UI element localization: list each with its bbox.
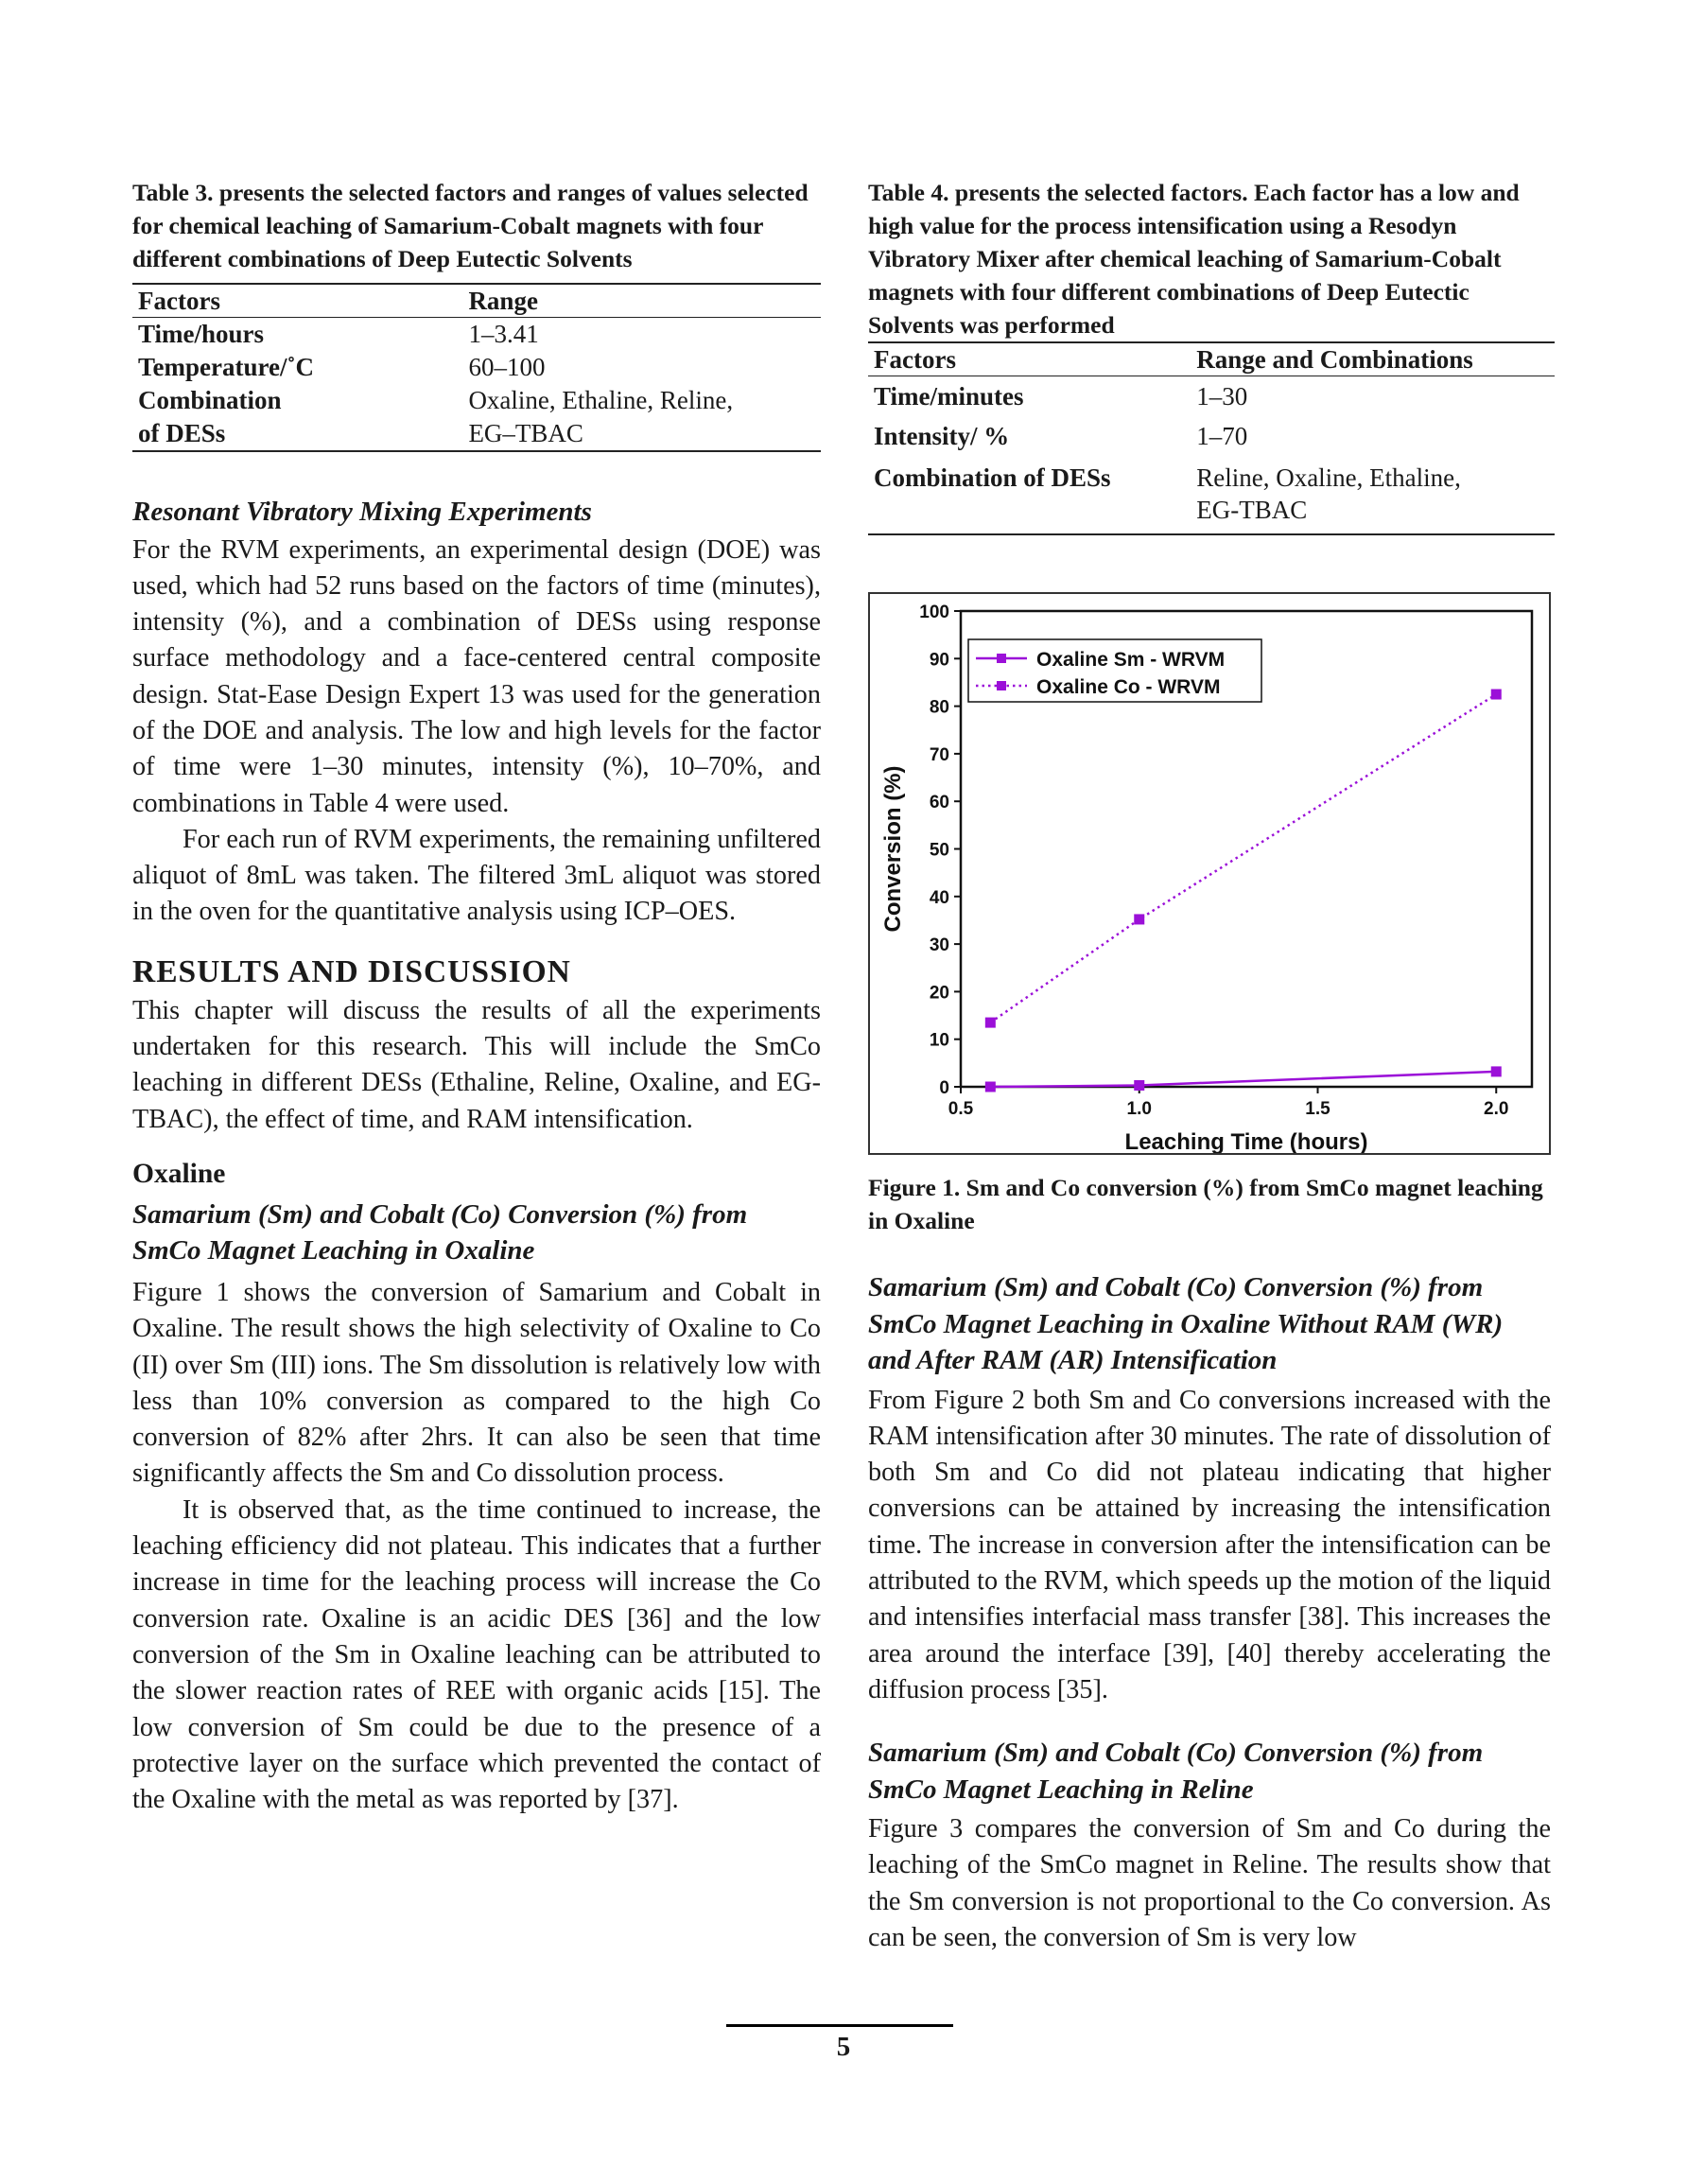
y-tick-label: 80 [929, 697, 949, 718]
rvm-heading: Resonant Vibratory Mixing Experiments [132, 497, 592, 527]
table-row [868, 416, 1555, 456]
table4-cell: 1–30 [1196, 382, 1248, 411]
table-row [868, 456, 1555, 494]
x-tick-label: 2.0 [1484, 1099, 1509, 1119]
y-tick-label: 20 [929, 983, 949, 1004]
page-number: 5 [836, 2032, 851, 2062]
legend-swatch-marker [997, 681, 1006, 690]
table4-cell: Time/minutes [874, 382, 1024, 411]
data-point [1491, 690, 1502, 700]
rvm-paragraph-2: For each run of RVM experiments, the remaining unfiltered aliquot of 8mL was taken. The filtered 3mL aliquot was stored in the oven for the quantitative analysis using ICP–OES. [132, 824, 821, 927]
reline-paragraph: Figure 3 compares the conversion of Sm and Co during the leaching of the SmCo magnet in Reline. The results show that the Sm conversion is not proportional to the Co conversion. As can be seen, the conversion of Sm is very low [868, 1814, 1551, 1953]
reline-subheading: Samarium (Sm) and Cobalt (Co) Conversion (%) from SmCo Magnet Leaching in Reline [868, 1738, 1484, 1805]
rvm-paragraph-1: For the RVM experiments, an experimental design (DOE) was used, which had 52 runs based on the factors of time (minutes), intensity (%), and a combination of DESs using response surface methodology and a face-centered central composite design. Stat-Ease Design Expert 13 was used for the generation of the DOE and analysis. The low and high levels for the factor of time were 1–30 minutes, intensity (%), 10–70%, and combinations in Table 4 were used. [132, 534, 821, 818]
table-row [868, 376, 1555, 417]
table-row [868, 494, 1555, 534]
footer-rule [726, 2024, 953, 2027]
table3-cell: Combination [138, 386, 282, 414]
x-tick-label: 1.5 [1305, 1099, 1330, 1119]
table3-cell: Oxaline, Ethaline, Reline, [468, 386, 734, 414]
wr-subheading: Samarium (Sm) and Cobalt (Co) Conversion (%) from SmCo Magnet Leaching in Oxaline Without RAM (WR) and After RAM (AR) Intensification [868, 1272, 1504, 1375]
x-tick-label: 0.5 [948, 1099, 974, 1119]
figure1-chart [870, 594, 1549, 1153]
x-axis-label: Leaching Time (hours) [1124, 1129, 1368, 1153]
table3-cell: EG–TBAC [468, 419, 583, 447]
y-axis-label: Conversion (%) [880, 765, 906, 933]
table-row [132, 351, 821, 384]
table3-header-range: Range [468, 287, 538, 315]
oxaline-subheading: Samarium (Sm) and Cobalt (Co) Conversion (%) from SmCo Magnet Leaching in Oxaline [132, 1198, 748, 1267]
data-point [985, 1018, 996, 1028]
table-row [132, 384, 821, 417]
data-point [985, 1082, 996, 1092]
series-line-1 [990, 1072, 1496, 1087]
table3-cell: Temperature/˚C [138, 353, 314, 381]
table3-cell: 1–3.41 [468, 320, 539, 348]
data-point [1134, 1080, 1144, 1091]
left-column [132, 176, 821, 1818]
oxaline-paragraph-1: Figure 1 shows the conversion of Samarium and Cobalt in Oxaline. The result shows the high selectivity of Oxaline to Co (II) over Sm (III) ions. The Sm dissolution is relatively low with less than 10% conversion as compared to the high Co conversion of 82% after 2hrs. It can also be seen that time significantly affects the Sm and Co dissolution process. [132, 1277, 821, 1489]
table4-caption: Table 4. presents the selected factors. Each factor has a low and high value for the process intensification using a Resodyn Vibratory Mixer after chemical leaching of Samarium-Cobalt magnets with four different combinations of Deep Eutectic Solvents was performed [868, 179, 1520, 339]
table4-header-factors: Factors [874, 345, 956, 374]
data-point [1491, 1066, 1502, 1076]
y-tick-label: 70 [929, 744, 949, 765]
table-row [132, 318, 821, 352]
table4-header-range: Range and Combinations [1196, 345, 1473, 374]
y-tick-label: 0 [939, 1078, 949, 1098]
table3-cell: of DESs [138, 419, 226, 447]
y-tick-label: 10 [929, 1030, 949, 1051]
table4-cell: 1–70 [1196, 422, 1248, 450]
legend-label: Oxaline Co - WRVM [1036, 676, 1221, 698]
legend-swatch-marker [997, 654, 1006, 663]
table4 [868, 341, 1555, 535]
results-heading: RESULTS AND DISCUSSION [132, 953, 571, 989]
table3 [132, 283, 821, 452]
table4-cell: Intensity/ % [874, 422, 1010, 450]
y-tick-label: 30 [929, 935, 949, 956]
table4-cell: Reline, Oxaline, Ethaline, [1196, 463, 1461, 492]
y-tick-label: 50 [929, 840, 949, 861]
table3-caption: Table 3. presents the selected factors and ranges of values selected for chemical leaching of Samarium-Cobalt magnets with four different combinations of Deep Eutectic Solvents [132, 179, 809, 272]
right-column [868, 176, 1555, 2020]
oxaline-paragraph-2: It is observed that, as the time continued to increase, the leaching efficiency did not plateau. This indicates that a further increase in time for the leaching process will increase the Co conversion rate. Oxaline is an acidic DES [36] and the low conversion of the Sm in Oxaline leaching can be attributed to the slower reaction rates of REE with organic acids [15]. The low conversion of Sm could be due to the presence of a protective layer on the surface which prevented the contact of the Oxaline with the metal as was reported by [37]. [132, 1494, 821, 1815]
legend-label: Oxaline Sm - WRVM [1036, 649, 1226, 671]
figure1-chart-frame [868, 592, 1551, 1155]
x-tick-label: 1.0 [1126, 1099, 1152, 1119]
y-tick-label: 40 [929, 887, 949, 908]
series-line-2 [990, 694, 1496, 1022]
wr-paragraph: From Figure 2 both Sm and Co conversions increased with the RAM intensification after 30 minutes. The rate of dissolution of both Sm and Co did not plateau indicating that higher conversions can be attained by increasing the intensification time. The increase in conversion after the intensification can be attributed to the RVM, which speeds up the motion of the liquid and intensifies interfacial mass transfer [38]. This increases the area around the interface [39], [40] thereby accelerating the diffusion process [35]. [868, 1385, 1551, 1704]
table3-cell: 60–100 [468, 353, 546, 381]
table4-cell: EG-TBAC [1196, 496, 1308, 524]
table4-cell [868, 494, 1191, 534]
y-tick-label: 60 [929, 793, 949, 813]
y-tick-label: 100 [919, 603, 949, 622]
table4-cell: Combination of DESs [874, 463, 1111, 492]
oxaline-heading: Oxaline [132, 1158, 226, 1189]
data-point [1134, 914, 1144, 924]
table-row [132, 417, 821, 451]
table3-header-factors: Factors [138, 287, 220, 315]
figure1-caption: Figure 1. Sm and Co conversion (%) from SmCo magnet leaching in Oxaline [868, 1174, 1543, 1234]
results-paragraph: This chapter will discuss the results of all the experiments undertaken for this research. This will include the SmCo leaching in different DESs (Ethaline, Reline, Oxaline, and EG-TBAC), the effect of time, and RAM intensification. [132, 995, 821, 1134]
table3-cell: Time/hours [138, 320, 265, 348]
y-tick-label: 90 [929, 650, 949, 671]
